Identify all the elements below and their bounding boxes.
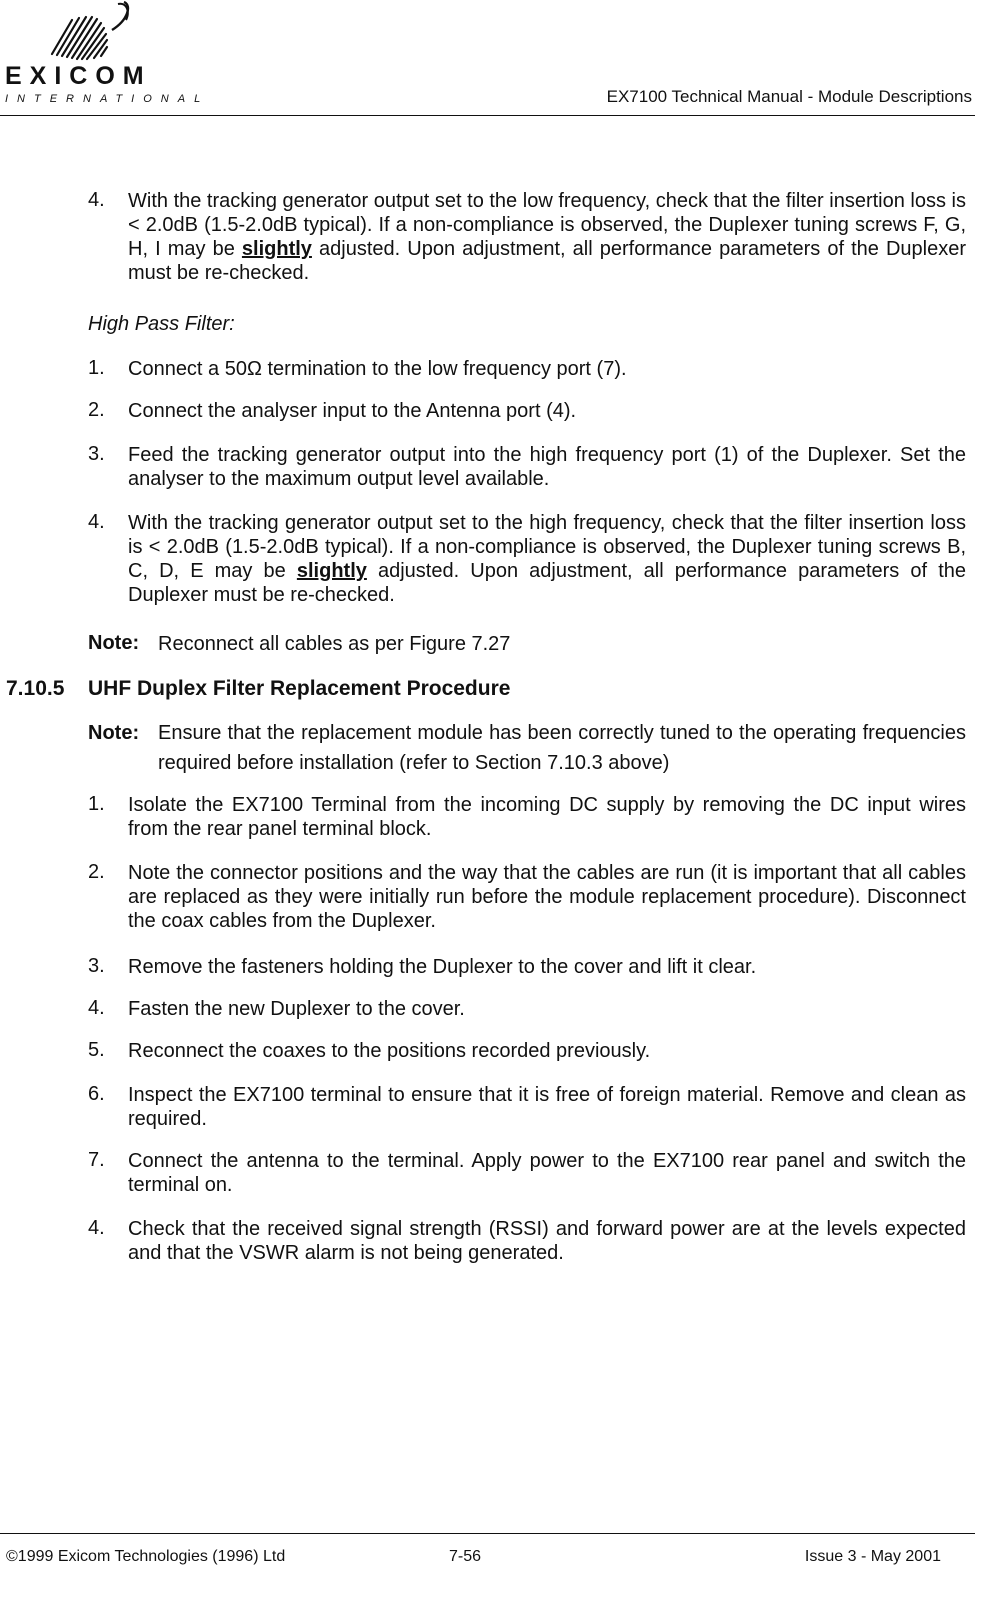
step-number: 4. (88, 511, 105, 533)
logo-wordmark: EXICOM (5, 62, 152, 90)
step-number: 2. (88, 399, 105, 421)
logo-subtext: INTERNATIONAL (5, 93, 210, 105)
manual-title: EX7100 Technical Manual - Module Descriptions (606, 87, 972, 106)
replacement-step-6: Inspect the EX7100 terminal to ensure that it is free of foreign material. Remove and clean as required. (128, 1084, 966, 1130)
emphasis-text: slightly (241, 238, 312, 260)
replacement-step-2: Note the connector positions and the way that the cables are run (it is important that all cables are replaced as they were initially run before the module replacement procedure). Disconnect the coax cables from the Duplexer. (128, 862, 966, 932)
footer-copyright: ©1999 Exicom Technologies (1996) Ltd (6, 1548, 286, 1565)
low-pass-step-4: With the tracking generator output set to the low frequency, check that the filter insertion loss is < 2.0dB (1.5-2.0dB typical). If a non-compliance is observed, the Duplexer tuning screws F, G, H, I may be slightly adjusted. Upon adjustment, all performance parameters of the Duplexer must be re-checked. (128, 190, 967, 284)
footer-issue: Issue 3 - May 2001 (804, 1548, 941, 1565)
replacement-step-1: Isolate the EX7100 Terminal from the incoming DC supply by removing the DC input wires from the rear panel terminal block. (128, 794, 966, 840)
step-number: 1. (88, 357, 105, 379)
replacement-step-3: Remove the fasteners holding the Duplexer to the cover and lift it clear. (128, 956, 757, 978)
step-number: 1. (88, 793, 105, 815)
step-number: 3. (88, 955, 105, 977)
high-pass-step-3: Feed the tracking generator output into the high frequency port (1) of the Duplexer. Set the analyser to the maximum output level available. (128, 444, 966, 490)
note-tuning: Ensure that the replacement module has been correctly tuned to the operating frequencies required before installation (refer to Section 7.10.3 above) (158, 722, 966, 774)
section-number: 7.10.5 (6, 677, 65, 700)
footer-divider (0, 1533, 975, 1534)
step-number: 4. (88, 997, 105, 1019)
section-title: UHF Duplex Filter Replacement Procedure (88, 677, 511, 700)
step-number: 6. (88, 1083, 105, 1105)
step-number: 4. (88, 189, 105, 211)
step-number: 2. (88, 861, 105, 883)
replacement-step-7: Connect the antenna to the terminal. Apply power to the EX7100 rear panel and switch the terminal on. (128, 1150, 966, 1196)
high-pass-filter-heading: High Pass Filter: (88, 313, 235, 335)
note-label: Note: (88, 722, 140, 744)
exicom-logo (0, 0, 210, 108)
step-number: 4. (88, 1217, 105, 1239)
high-pass-step-4: With the tracking generator output set to the high frequency, check that the filter insertion loss is < 2.0dB (1.5-2.0dB typical). If a non-compliance is observed, the Duplexer tuning screws B, C, D, E may be slightly adjusted. Upon adjustment, all performance parameters of the Duplexer must be re-checked. (128, 512, 966, 606)
replacement-step-4: Fasten the new Duplexer to the cover. (128, 998, 465, 1020)
step-number: 5. (88, 1039, 105, 1061)
replacement-step-5: Reconnect the coaxes to the positions recorded previously. (128, 1040, 651, 1062)
step-number: 3. (88, 443, 105, 465)
footer-page-number: 7-56 (449, 1548, 482, 1565)
header-divider (0, 115, 975, 116)
step-number: 7. (88, 1149, 105, 1171)
high-pass-step-1: Connect a 50Ω termination to the low frequency port (7). (128, 358, 627, 380)
note-reconnect-cables: Reconnect all cables as per Figure 7.27 (158, 633, 511, 655)
replacement-step-8: Check that the received signal strength (RSSI) and forward power are at the levels expected and that the VSWR alarm is not being generated. (128, 1218, 966, 1264)
emphasis-text: slightly (296, 560, 367, 582)
note-label: Note: (88, 632, 140, 654)
high-pass-step-2: Connect the analyser input to the Antenna port (4). (128, 400, 577, 422)
